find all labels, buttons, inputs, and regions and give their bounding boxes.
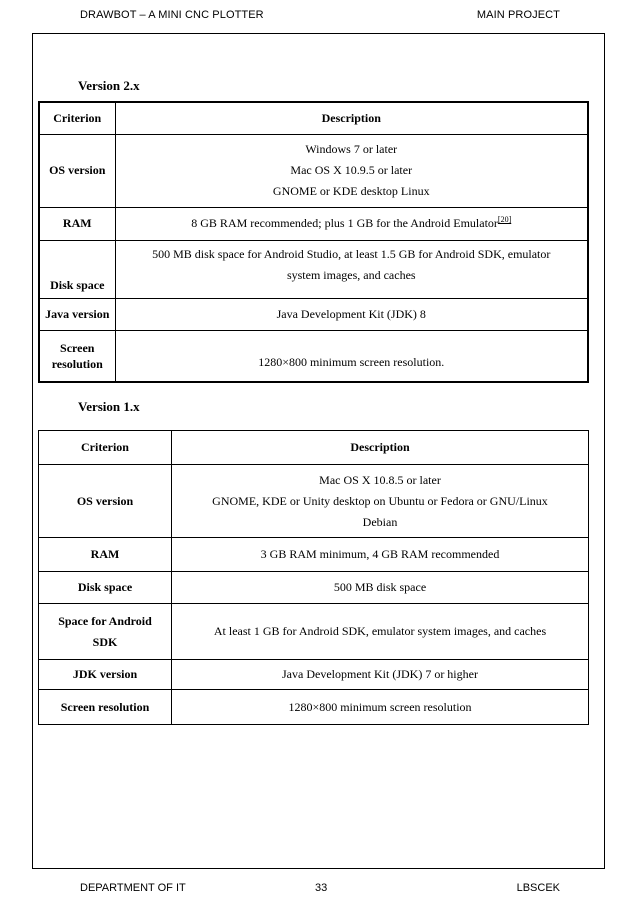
description-line: Windows 7 or later	[305, 142, 398, 156]
criterion-cell: Java version	[39, 298, 115, 330]
table-version-1	[38, 430, 589, 725]
criterion-cell: RAM	[39, 207, 115, 240]
description-line: system images, and caches	[286, 267, 416, 282]
description-cell	[115, 240, 588, 298]
description-cell: 1280×800 minimum screen resolution.	[115, 330, 588, 382]
table-row	[39, 572, 589, 604]
description-line: Debian	[362, 514, 398, 529]
description-cell: At least 1 GB for Android SDK, emulator system images, and caches	[172, 604, 589, 660]
description-cell: 500 MB disk space	[172, 572, 589, 604]
table-row	[39, 207, 588, 240]
criterion-cell	[39, 604, 172, 660]
description-cell	[172, 465, 589, 538]
column-header-criterion: Criterion	[39, 431, 172, 465]
footer-college: LBSCEK	[516, 882, 560, 894]
criterion-cell: Disk space	[39, 572, 172, 604]
description-line: 500 MB disk space for Android Studio, at least 1.5 GB for Android SDK, emulator	[152, 246, 551, 261]
criterion-cell: OS version	[39, 465, 172, 538]
section-label-version-2: Version 2.x	[78, 78, 140, 93]
criterion-cell: Disk space	[39, 240, 115, 298]
page-number: 33	[315, 882, 328, 894]
footer-department: DEPARTMENT OF IT	[80, 882, 186, 894]
description-cell: Java Development Kit (JDK) 8	[115, 298, 588, 330]
table-row	[39, 538, 589, 572]
table-header-row	[39, 102, 588, 134]
table-row	[39, 298, 588, 330]
column-header-description: Description	[172, 431, 589, 465]
table-row	[39, 660, 589, 690]
table-row	[39, 330, 588, 382]
header-left: DRAWBOT – A MINI CNC PLOTTER	[80, 9, 264, 21]
criterion-line: resolution	[51, 356, 103, 371]
table-header-row	[39, 431, 589, 465]
description-text: 8 GB RAM recommended; plus 1 GB for the Android Emulator	[191, 216, 498, 230]
table-row	[39, 134, 588, 207]
column-header-criterion: Criterion	[39, 102, 115, 134]
section-label-version-1: Version 1.x	[78, 399, 140, 414]
criterion-cell: OS version	[39, 134, 115, 207]
table-row	[39, 240, 588, 298]
description-cell	[115, 134, 588, 207]
description-cell: 3 GB RAM minimum, 4 GB RAM recommended	[172, 538, 589, 572]
description-line: Mac OS X 10.8.5 or later	[319, 472, 441, 487]
criterion-line: Screen	[60, 340, 95, 355]
description-cell	[115, 207, 588, 240]
description-cell: 1280×800 minimum screen resolution	[172, 690, 589, 725]
description-line: Mac OS X 10.9.5 or later	[290, 163, 413, 177]
criterion-line: Space for Android	[58, 613, 152, 628]
criterion-cell	[39, 330, 115, 382]
description-line: GNOME, KDE or Unity desktop on Ubuntu or Fedora or GNU/Linux	[212, 493, 548, 508]
table-version-2	[38, 101, 589, 383]
table-row	[39, 465, 589, 538]
criterion-cell: RAM	[39, 538, 172, 572]
description-line: GNOME or KDE desktop Linux	[272, 184, 430, 198]
description-cell: Java Development Kit (JDK) 7 or higher	[172, 660, 589, 690]
column-header-description: Description	[115, 102, 588, 134]
criterion-cell: Screen resolution	[39, 690, 172, 725]
reference-link[interactable]: [20]	[497, 215, 512, 224]
table-row	[39, 690, 589, 725]
criterion-cell: JDK version	[39, 660, 172, 690]
criterion-line: SDK	[92, 634, 118, 649]
header-right: MAIN PROJECT	[476, 9, 560, 21]
table-row	[39, 604, 589, 660]
